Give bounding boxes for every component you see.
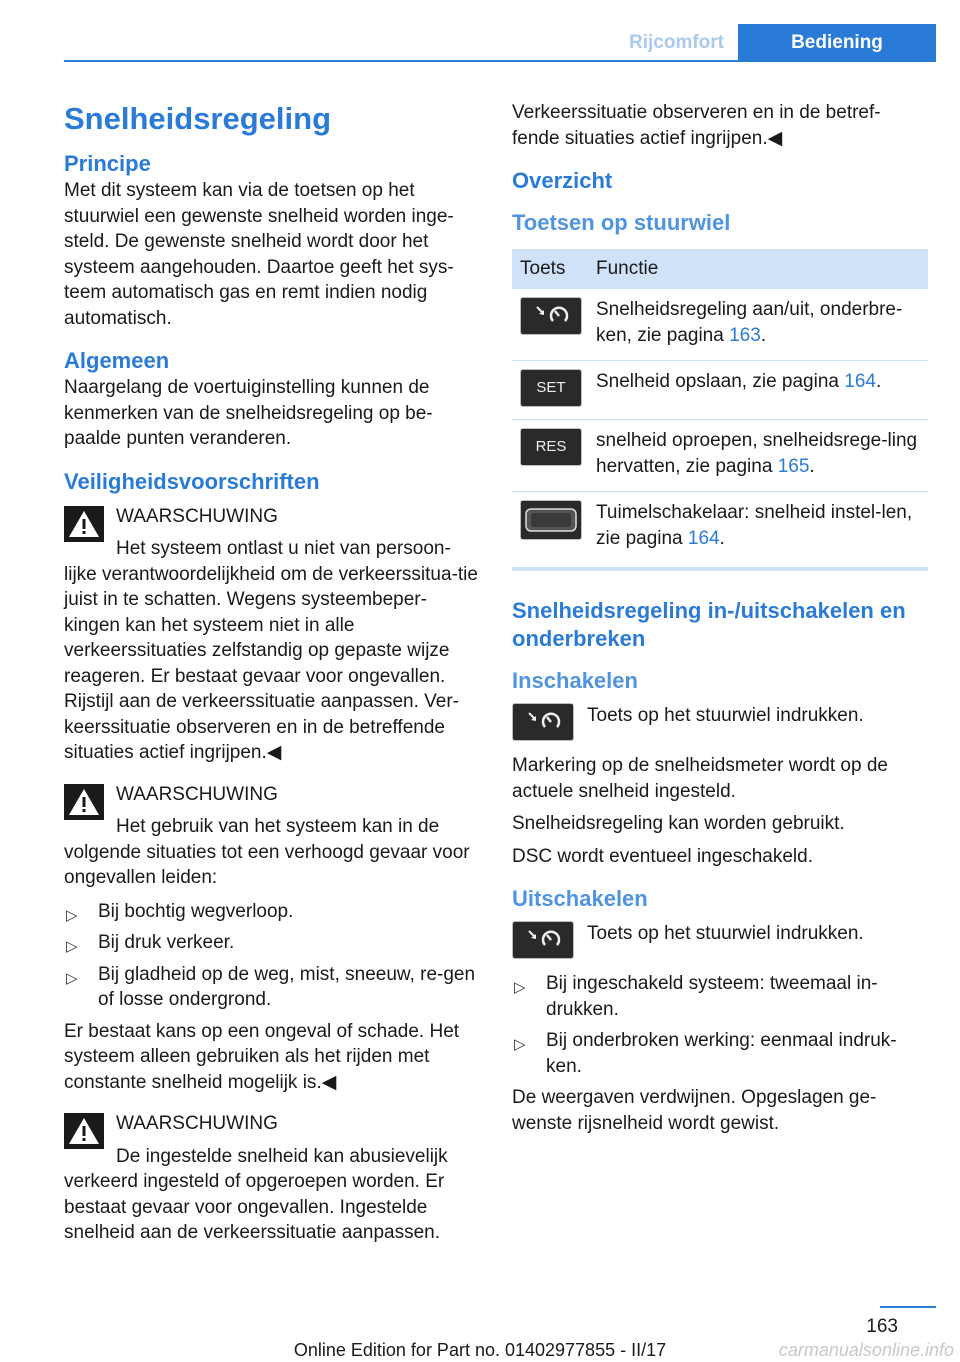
inschakelen-text-1: Markering op de snelheidsmeter wordt op de actuele snelheid ingesteld. xyxy=(512,755,888,802)
warning-block-3 xyxy=(64,1111,482,1246)
list-item: ▷ Bij onderbroken werking: eenmaal indruk-ken. xyxy=(514,1030,897,1077)
uitschakelen-after-text: De weergaven verdwijnen. Opgeslagen ge-wenste rijsnelheid wordt gewist. xyxy=(512,1087,877,1134)
warning-label: WAARSCHUWING xyxy=(116,1113,278,1134)
page-link[interactable]: 163 xyxy=(729,324,761,346)
bullet-triangle-icon: ▷ xyxy=(514,979,526,996)
bullet-triangle-icon: ▷ xyxy=(514,1036,526,1053)
column-header-key: Toets xyxy=(512,249,588,289)
watermark: carmanualsonline.info xyxy=(778,1340,954,1360)
warning-label: WAARSCHUWING xyxy=(116,783,278,805)
inschakelen-text-3: DSC wordt eventueel ingeschakeld. xyxy=(512,845,814,867)
function-cell: snelheid oproepen, snelheidsrege-ling hervatten, zie pagina 165. xyxy=(588,420,928,492)
warning-triangle-icon xyxy=(64,506,104,542)
footer-rule xyxy=(880,1306,936,1308)
list-item: ▷ Bij druk verkeer. xyxy=(64,930,482,956)
warning-label: WAARSCHUWING xyxy=(116,505,278,527)
warning-text: Het gebruik van het systeem kan in de volgende situaties tot een verhoogd gevaar voor ongevallen leiden: xyxy=(64,816,470,888)
page-link[interactable]: 164 xyxy=(844,371,876,392)
warning-triangle-icon xyxy=(64,1113,104,1149)
header-chapter[interactable]: Bediening xyxy=(738,24,936,61)
algemeen-heading: Algemeen xyxy=(64,348,170,373)
cruise-control-key-icon xyxy=(512,921,574,959)
table-row xyxy=(512,289,928,361)
bullet-triangle-icon: ▷ xyxy=(66,938,78,955)
press-instruction: Toets op het stuurwiel indrukken. xyxy=(587,923,864,944)
warning-text: De ingestelde snelheid kan abusievelijk verkeerd ingesteld of opgeroepen worden. Er bestaat gevaar voor ongevallen. Ingestelde snelheid aan de verkeerssituatie aanpassen. xyxy=(64,1145,448,1243)
page-header xyxy=(0,24,960,62)
overzicht-heading: Overzicht xyxy=(512,168,613,193)
inuit-heading: Snelheidsregeling in-/uitschakelen en onderbreken xyxy=(512,598,906,651)
warning-block-2 xyxy=(64,782,482,891)
press-instruction: Toets op het stuurwiel indrukken. xyxy=(587,705,864,726)
warning-block-1 xyxy=(64,504,482,766)
veiligheid-heading: Veiligheidsvoorschriften xyxy=(64,468,320,494)
header-section[interactable]: Rijcomfort xyxy=(629,32,724,53)
algemeen-text: Naargelang de voertuiginstelling kunnen de kenmerken van de snelheidsregeling op be-paalde punten veranderen. xyxy=(64,377,433,449)
inschakelen-heading: Inschakelen xyxy=(512,668,638,693)
function-cell: Snelheid opslaan, zie pagina 164. xyxy=(588,361,928,420)
inschakelen-text-2: Snelheidsregeling kan worden gebruikt. xyxy=(512,813,845,834)
edition-footer: Online Edition for Part no. 01402977855 - II/17 xyxy=(293,1340,667,1360)
table-row xyxy=(512,420,928,492)
page-link[interactable]: 164 xyxy=(687,527,720,549)
function-cell: Snelheidsregeling aan/uit, onderbre-ken, zie pagina 163. xyxy=(588,289,928,361)
list-item: ▷ Bij bochtig wegverloop. xyxy=(64,899,482,925)
uitschakelen-heading: Uitschakelen xyxy=(512,886,648,911)
warning-triangle-icon xyxy=(64,784,104,820)
table-row xyxy=(512,492,928,564)
res-key-icon: RES xyxy=(520,428,582,466)
list-item: ▷ Bij gladheid op de weg, mist, sneeuw, re-gen of losse ondergrond. xyxy=(66,963,476,1010)
page-link[interactable]: 165 xyxy=(777,455,810,477)
bullet-triangle-icon: ▷ xyxy=(66,969,78,987)
table-row xyxy=(512,361,928,420)
continued-text: Verkeerssituatie observeren en in de betref-fende situaties actief ingrijpen.◀ xyxy=(512,102,881,149)
cruise-control-key-icon xyxy=(512,703,574,741)
principe-heading: Principe xyxy=(64,151,151,176)
warning-text: Het systeem ontlast u niet van persoon-lijke verantwoordelijkheid om de verkeerssitua-tie juist in te schatten. Wegens systeembeper-kingen kan het systeem niet in alle verkeerssituaties zelfstandig op gepaste wijze reageren. Er bestaat gevaar voor ongevallen. Rijstijl aan de verkeerssituatie aanpassen. Ver-keerssituatie observeren en in de betreffende situaties actief ingrijpen.◀ xyxy=(64,538,478,763)
column-header-function: Functie xyxy=(588,249,928,289)
warning-conditions-list xyxy=(64,899,482,1013)
principe-text: Met dit systeem kan via de toetsen op het stuurwiel een gewenste snelheid worden inge-steld. De gewenste snelheid wordt door het systeem aangehouden. Daartoe geeft het sys-teem automatisch gas en remt indien nodig automatisch. xyxy=(64,180,454,329)
set-key-icon: SET xyxy=(520,369,582,407)
function-cell: Tuimelschakelaar: snelheid instel-len, zie pagina 164. xyxy=(596,502,913,549)
table-header-row xyxy=(512,249,928,289)
inschakelen-instruction xyxy=(512,701,928,745)
uitschakelen-instruction xyxy=(512,919,928,963)
bullet-triangle-icon: ▷ xyxy=(66,906,78,924)
list-item: ▷ Bij ingeschakeld systeem: tweemaal in-drukken. xyxy=(514,973,878,1020)
cruise-control-key-icon xyxy=(520,297,582,335)
left-column xyxy=(64,100,482,1246)
right-column xyxy=(512,100,928,1136)
rocker-switch-icon xyxy=(520,500,582,540)
page-number: 163 xyxy=(866,1316,898,1337)
keys-table xyxy=(512,249,928,563)
page-title: Snelheidsregeling xyxy=(64,101,332,136)
uitschakelen-list xyxy=(512,971,928,1079)
header-rule xyxy=(64,60,936,62)
warning-after-text: Er bestaat kans op een ongeval of schade. Het systeem alleen gebruiken als het rijden met constante snelheid mogelijk is.◀ xyxy=(64,1020,460,1093)
toetsen-heading: Toetsen op stuurwiel xyxy=(512,210,731,235)
